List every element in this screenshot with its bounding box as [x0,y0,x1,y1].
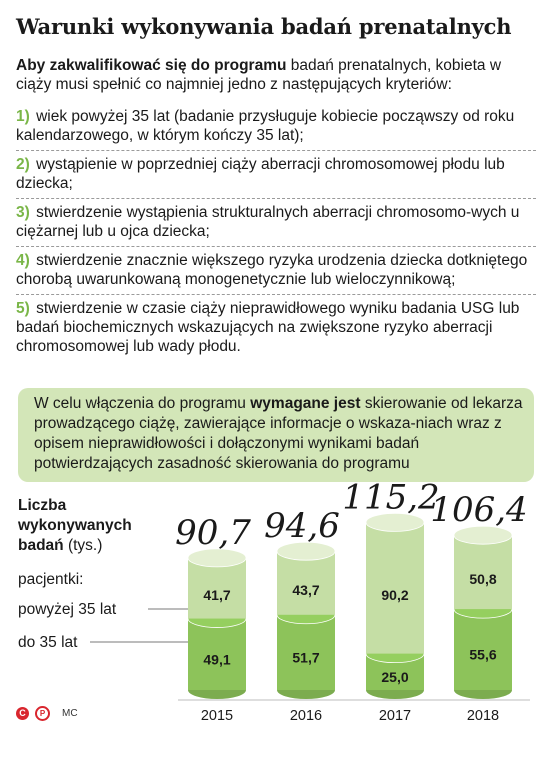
bar-total-label: 94,6 [264,506,340,547]
intro-rest: badań prenatalnych, kobieta w ciąży musi spełnić co najmniej jedno z następujących kryteriów: [16,57,502,93]
page-title: Warunki wykonywania badań prenatalnych [16,14,512,39]
criterion-text: wystąpienie w poprzedniej ciąży aberracji chromosomowej płodu lub dziecka; [16,156,505,192]
criterion-text: stwierdzenie w czasie ciąży nieprawidłowego wyniku badania USG lub badań biochemicznych wskazujących na zwiększone ryzyko aberracji chromosomowej lub wady płodu. [16,300,520,355]
footer [16,705,78,721]
copyright-logo-icon: C [16,707,29,720]
data-label-lower: 51,7 [292,649,320,666]
data-label-lower: 25,0 [381,668,409,685]
intro-bold: Aby zakwalifikować się do programu [16,57,287,74]
criterion-number: 4) [16,252,30,269]
data-label-lower: 49,1 [203,651,231,668]
x-tick-label: 2016 [289,708,323,724]
legend-lower-label: do 35 lat [18,634,78,651]
bar-total-label: 106,4 [430,490,528,531]
data-label-upper: 50,8 [469,571,497,588]
author-credit: MC [62,707,78,719]
criterion-number: 5) [16,300,30,317]
legend-upper-label: powyżej 35 lat [18,601,117,618]
note-bold: wymagane jest [250,395,361,412]
chart-heading-line3-rest: (tys.) [63,537,103,554]
bar-total-label: 90,7 [175,512,251,553]
x-tick-label: 2018 [466,708,500,724]
data-label-upper: 41,7 [203,587,231,604]
criterion-text: stwierdzenie znacznie większego ryzyka urodzenia dziecka dotkniętego chorobą uwarunkowaną monogenetycznie lub wieloczynnikową; [16,252,528,288]
note-after: skierowanie od lekarza prowadzącego ciążę, zawierające informacje o wskaza-niach wraz z opisem nieprawidłowości i dołączonymi wynikami badań potwierdzających zasadność skierowania do programu [34,395,523,472]
criterion-number: 2) [16,156,30,173]
criterion-number: 3) [16,204,30,221]
chart-heading-line1: Liczba [18,497,67,514]
data-label-upper: 43,7 [292,581,320,598]
criterion-text: stwierdzenie wystąpienia strukturalnych aberracji chromosomo-wych u ciężarnej lub u ojca dziecka; [16,204,520,240]
data-label-lower: 55,6 [469,646,497,663]
bar-total-label: 115,2 [342,477,440,518]
criterion-number: 1) [16,108,30,125]
criterion-text: wiek powyżej 35 lat (badanie przysługuje kobiecie począwszy od roku kalendarzowego, w którym kończy 35 lat); [16,108,515,144]
x-tick-label: 2015 [200,708,234,724]
chart-heading-line3-bold: badań [18,537,64,554]
note-before: W celu włączenia do programu [34,395,251,412]
legend-header: pacjentki: [18,571,84,588]
x-tick-label: 2017 [378,708,412,724]
chart-heading-line2: wykonywanych [18,517,132,534]
publisher-logo-icon: P [35,706,50,721]
data-label-upper: 90,2 [381,587,409,604]
